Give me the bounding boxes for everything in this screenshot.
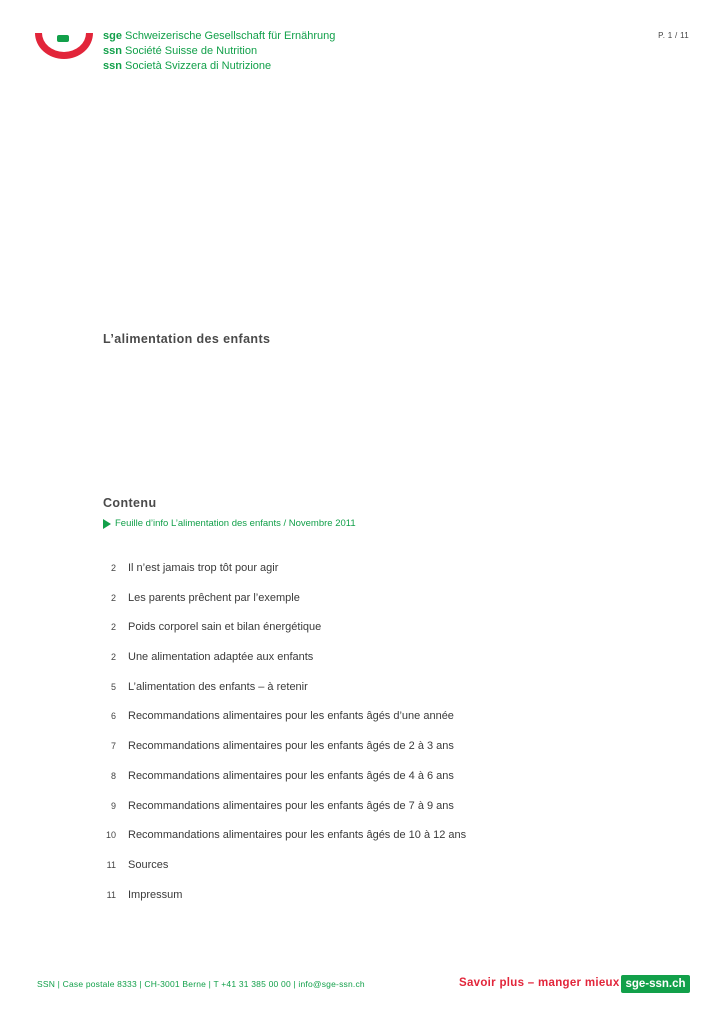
toc-label: Recommandations alimentaires pour les enfants âgés de 2 à 3 ans: [128, 740, 454, 753]
toc-item[interactable]: [103, 621, 466, 651]
org-name: Società Svizzera di Nutrizione: [125, 60, 272, 72]
contents-heading: Contenu: [103, 496, 157, 510]
toc-item[interactable]: [103, 859, 466, 889]
toc-label: Recommandations alimentaires pour les enfants âgés de 4 à 6 ans: [128, 769, 454, 782]
toc-page: 11: [106, 859, 116, 870]
toc-label: Les parents prêchent par l’exemple: [128, 591, 300, 604]
sge-ssn-logo: [34, 30, 94, 60]
toc-label: Sources: [128, 858, 169, 871]
org-line-de: [103, 29, 335, 44]
organization-names: [103, 29, 335, 74]
table-of-contents: [103, 562, 466, 918]
toc-page: 6: [110, 711, 116, 722]
toc-page: 8: [110, 770, 116, 781]
toc-item[interactable]: [103, 651, 466, 681]
toc-item[interactable]: [103, 562, 466, 592]
contents-subtitle: [103, 518, 356, 529]
toc-label: Poids corporel sain et bilan énergétique: [128, 621, 322, 634]
toc-page: 9: [110, 800, 116, 811]
page-number: P. 1 / 11: [658, 31, 689, 40]
org-abbr: ssn: [103, 60, 122, 72]
toc-page: 2: [110, 652, 116, 663]
toc-item[interactable]: [103, 770, 466, 800]
footer-slogan: Savoir plus – manger mieux: [459, 977, 620, 989]
toc-page: 7: [110, 741, 116, 752]
toc-label: Recommandations alimentaires pour les enfants âgés de 7 à 9 ans: [128, 799, 454, 812]
toc-page: 2: [110, 592, 116, 603]
toc-label: L’alimentation des enfants – à retenir: [128, 680, 308, 693]
toc-item[interactable]: [103, 740, 466, 770]
toc-item[interactable]: [103, 592, 466, 622]
toc-page: 2: [110, 622, 116, 633]
toc-item[interactable]: [103, 829, 466, 859]
toc-page: 11: [106, 889, 116, 900]
org-line-it: [103, 59, 335, 74]
toc-item[interactable]: [103, 710, 466, 740]
org-abbr: sge: [103, 30, 122, 42]
footer-address: SSN | Case postale 8333 | CH-3001 Berne | T +41 31 385 00 00 | info@sge-ssn.ch: [37, 979, 365, 989]
document-title: L’alimentation des enfants: [103, 332, 271, 346]
toc-item[interactable]: [103, 800, 466, 830]
toc-label: Recommandations alimentaires pour les enfants âgés d’une année: [128, 710, 454, 723]
toc-item[interactable]: [103, 889, 466, 919]
toc-page: 2: [110, 563, 116, 573]
website-badge[interactable]: sge-ssn.ch: [621, 975, 690, 993]
org-name: Société Suisse de Nutrition: [125, 45, 258, 57]
toc-label: Impressum: [128, 888, 183, 901]
toc-page: 10: [105, 830, 116, 841]
subtitle-text: Feuille d’info L’alimentation des enfants / Novembre 2011: [115, 518, 356, 529]
org-abbr: ssn: [103, 45, 122, 57]
toc-label: Il n’est jamais trop tôt pour agir: [128, 562, 279, 574]
toc-label: Une alimentation adaptée aux enfants: [128, 651, 314, 664]
org-name: Schweizerische Gesellschaft für Ernährung: [125, 30, 336, 42]
toc-item[interactable]: [103, 681, 466, 711]
toc-page: 5: [110, 681, 116, 692]
org-line-fr: [103, 44, 335, 59]
toc-label: Recommandations alimentaires pour les enfants âgés de 10 à 12 ans: [128, 829, 467, 842]
play-arrow-icon: [103, 519, 111, 529]
